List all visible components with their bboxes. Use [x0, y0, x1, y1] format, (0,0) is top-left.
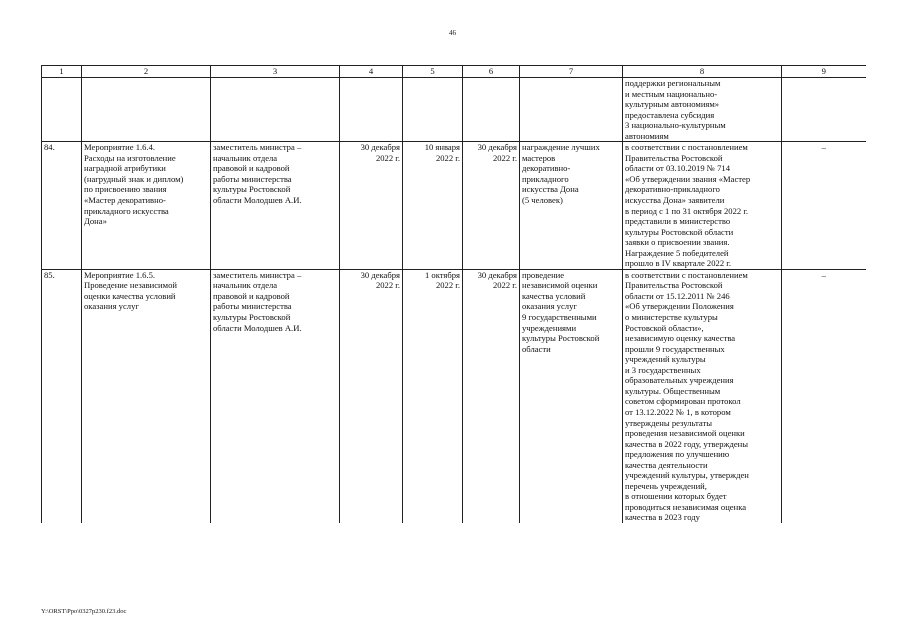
text-line: прикладного искусства — [84, 205, 169, 216]
column-number: 5 — [403, 66, 463, 78]
text-line: «Об утверждении Положения — [625, 301, 734, 312]
text-line: 2022 г. — [375, 152, 400, 163]
text-line: поддержки региональным — [625, 78, 721, 88]
text-line: культуры Ростовской области — [625, 226, 734, 237]
actual-start-date — [403, 269, 463, 523]
text-line: проведения независимой оценки — [625, 428, 745, 439]
text-line: прошло в IV квартале 2022 г. — [625, 258, 731, 269]
column-number: 1 — [42, 66, 82, 78]
text-line: 9 государственными — [522, 312, 597, 323]
text-line: качества в 2023 году — [625, 512, 700, 523]
text-line: оказания услуг — [522, 301, 577, 312]
text-line: Дона» — [84, 216, 107, 227]
text-line: прошли 9 государственных — [625, 343, 725, 354]
text-line: культуры. Общественным — [625, 385, 721, 396]
file-path-footer: Y:\ORST\Ppo\0327p230.f23.doc — [41, 608, 127, 615]
text-line: независимой оценки — [522, 280, 598, 291]
row-number: 84. — [42, 142, 82, 270]
text-line: 30 декабря — [360, 269, 400, 280]
text-line: предложения по улучшению — [625, 449, 730, 460]
achieved-result — [623, 269, 782, 523]
problems-cell: – — [782, 269, 866, 523]
planned-end-date — [340, 269, 403, 523]
text-line: учреждений культуры — [625, 354, 706, 365]
measure-name — [82, 269, 211, 523]
text-line: «Мастер декоративно- — [84, 195, 166, 206]
planned-end-date — [340, 142, 403, 270]
empty-cell — [520, 78, 623, 142]
text-line: Правительства Ростовской — [625, 280, 723, 291]
text-line: мастеров — [522, 152, 556, 163]
empty-cell — [403, 78, 463, 142]
text-line: области от 03.10.2019 № 714 — [625, 163, 731, 174]
text-line: 30 декабря — [360, 142, 400, 153]
text-line: (5 человек) — [522, 195, 563, 206]
text-line: 2022 г. — [435, 152, 460, 163]
text-line: утверждены результаты — [625, 417, 713, 428]
text-line: Мероприятие 1.6.5. — [84, 269, 156, 280]
text-line: наградной атрибутики — [84, 163, 166, 174]
text-line: советом сформирован протокол — [625, 396, 741, 407]
text-line: Мероприятие 1.6.4. — [84, 142, 156, 153]
problems-cell: – — [782, 142, 866, 270]
text-line: 3 национально-культурным — [625, 120, 726, 131]
responsible-executor — [211, 269, 340, 523]
text-line: начальник отдела — [213, 152, 278, 163]
achieved-result — [623, 142, 782, 270]
page-number: 46 — [449, 29, 456, 37]
text-line: 30 декабря — [477, 142, 517, 153]
text-line: культурным автономиям» — [625, 99, 720, 110]
text-line: в соответствии с постановлением — [625, 269, 748, 280]
text-line: Проведение независимой — [84, 280, 177, 291]
text-line: 1 октября — [424, 269, 460, 280]
expected-result — [520, 269, 623, 523]
text-line: работы министерства — [213, 301, 292, 312]
text-line: учреждений культуры, утвержден — [625, 470, 749, 481]
expected-result — [520, 142, 623, 270]
text-line: проведение — [522, 269, 565, 280]
continuation-row — [42, 78, 866, 142]
text-line: в отношении которых будет — [625, 491, 727, 502]
text-line: искусства Дона — [522, 184, 579, 195]
responsible-executor — [211, 142, 340, 270]
text-line: в соответствии с постановлением — [625, 142, 748, 153]
column-number: 4 — [340, 66, 403, 78]
text-line: области — [522, 343, 551, 354]
text-line: и местным национально- — [625, 88, 718, 99]
text-line: автономиям — [625, 130, 669, 141]
text-line: 2022 г. — [435, 280, 460, 291]
actual-start-date — [403, 142, 463, 270]
text-line: Правительства Ростовской — [625, 152, 723, 163]
actual-end-date — [463, 269, 520, 523]
text-line: качества деятельности — [625, 459, 708, 470]
measure-name — [82, 142, 211, 270]
empty-cell — [782, 78, 866, 142]
text-line: области Молодшев А.И. — [213, 195, 302, 206]
column-number: 7 — [520, 66, 623, 78]
text-line: работы министерства — [213, 173, 292, 184]
table-row — [42, 269, 866, 523]
table-row — [42, 142, 866, 270]
text-line: прикладного — [522, 173, 569, 184]
text-line: о министерстве культуры — [625, 312, 718, 323]
empty-cell — [340, 78, 403, 142]
text-line: правовой и кадровой — [213, 163, 290, 174]
text-line: от 13.12.2022 № 1, в котором — [625, 406, 731, 417]
column-number: 2 — [82, 66, 211, 78]
row-number: 85. — [42, 269, 82, 523]
text-line: декоративно- — [522, 163, 571, 174]
text-line: культуры Ростовской — [213, 184, 291, 195]
text-line: декоративно-прикладного — [625, 184, 720, 195]
text-line: представили в министерство — [625, 216, 731, 227]
text-line: области от 15.12.2011 № 246 — [625, 290, 730, 301]
text-line: заместитель министра – — [213, 269, 302, 280]
text-line: области Молодшев А.И. — [213, 322, 302, 333]
text-line: 2022 г. — [492, 280, 517, 291]
text-line: заявки о присвоении звания. — [625, 237, 730, 248]
text-line: заместитель министра – — [213, 142, 302, 153]
text-line: качества условий — [522, 290, 586, 301]
text-line: культуры Ростовской — [213, 312, 291, 323]
text-line: награждение лучших — [522, 142, 600, 153]
text-line: 2022 г. — [375, 280, 400, 291]
text-line: проводиться независимая оценка — [625, 501, 747, 512]
text-line: перечень учреждений, — [625, 480, 707, 491]
text-line: «Об утверждении звания «Мастер — [625, 173, 751, 184]
achieved-result-continuation — [623, 78, 782, 142]
text-line: культуры Ростовской — [522, 333, 600, 344]
text-line: в период с 1 по 31 октября 2022 г. — [625, 205, 749, 216]
text-line: искусства Дона» заявители — [625, 195, 725, 206]
text-line: Расходы на изготовление — [84, 152, 176, 163]
text-line: оценки качества условий — [84, 290, 176, 301]
column-number: 3 — [211, 66, 340, 78]
column-number-header-row — [42, 66, 866, 78]
text-line: предоставлена субсидия — [625, 109, 715, 120]
empty-cell — [42, 78, 82, 142]
text-line: 30 декабря — [477, 269, 517, 280]
text-line: оказания услуг — [84, 301, 139, 312]
text-line: Ростовской области», — [625, 322, 704, 333]
text-line: и 3 государственных — [625, 364, 701, 375]
report-table — [41, 65, 866, 523]
text-line: начальник отдела — [213, 280, 278, 291]
text-line: 10 января — [424, 142, 460, 153]
empty-cell — [211, 78, 340, 142]
text-line: правовой и кадровой — [213, 290, 290, 301]
text-line: (нагрудный знак и диплом) — [84, 173, 184, 184]
text-line: 2022 г. — [492, 152, 517, 163]
actual-end-date — [463, 142, 520, 270]
text-line: независимую оценку качества — [625, 333, 736, 344]
column-number: 8 — [623, 66, 782, 78]
text-line: качества в 2022 году, утверждены — [625, 438, 749, 449]
column-number: 6 — [463, 66, 520, 78]
text-line: учреждениями — [522, 322, 577, 333]
empty-cell — [463, 78, 520, 142]
empty-cell — [82, 78, 211, 142]
text-line: Награждение 5 победителей — [625, 247, 729, 258]
text-line: образовательных учреждения — [625, 375, 734, 386]
text-line: по присвоению звания — [84, 184, 167, 195]
column-number: 9 — [782, 66, 866, 78]
